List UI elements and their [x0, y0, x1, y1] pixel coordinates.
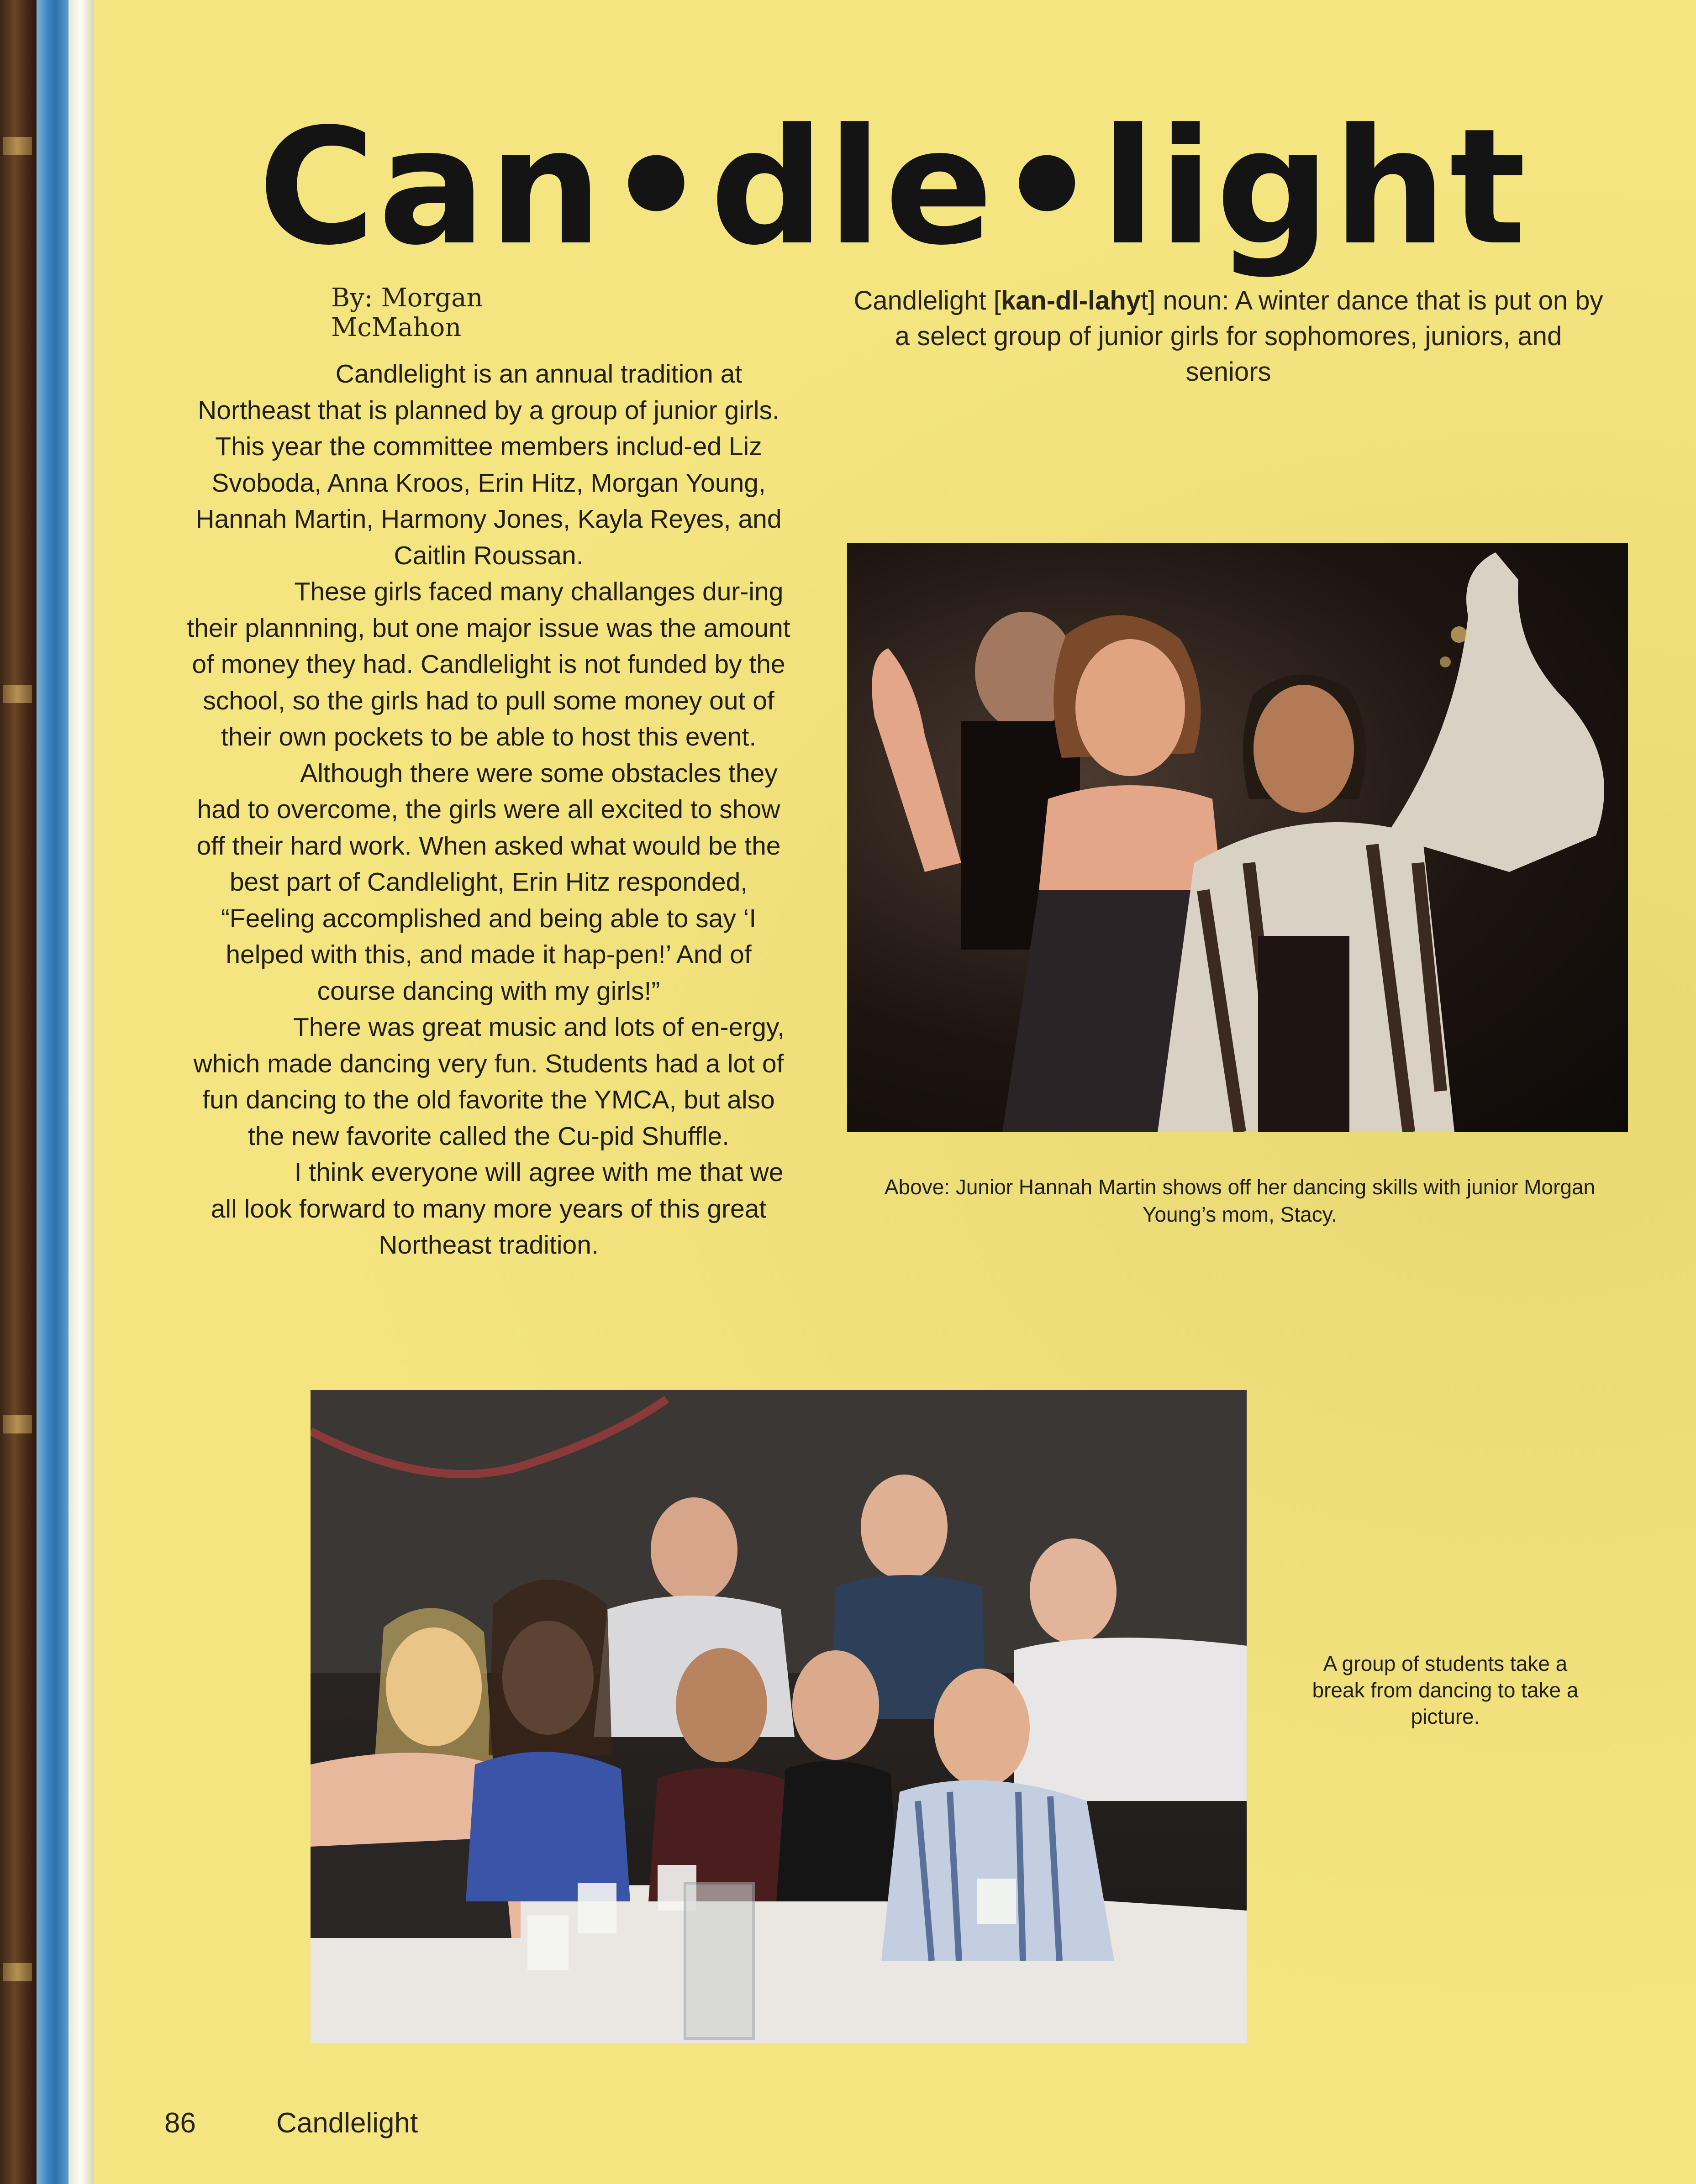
- definition-word: Candlelight [: [853, 286, 1001, 315]
- student-suit: [776, 1761, 900, 1901]
- page-edge-blue: [37, 0, 68, 2184]
- definition: [852, 283, 1605, 390]
- book-spine: [0, 0, 37, 2184]
- background-light: [1440, 656, 1451, 667]
- group-photo-illustration: [311, 1390, 1247, 2043]
- paragraph: Candlelight is an annual tradition at Northeast that is planned by a group of junior girls. This year the committee members includ-ed Liz Svoboda, Anna Kroos, Erin Hitz, Morgan Young, Hannah Martin, Harmony Jones, Kayla Reyes, and Caitlin Roussan.: [195, 359, 782, 570]
- spine-band: [3, 685, 32, 703]
- section-label: Candlelight: [276, 2107, 418, 2139]
- paragraph: Although there were some obstacles they had to overcome, the girls were all excited to show off their hard work. When asked what would be the best part of Candlelight, Erin Hitz responded, “Feeling accomplished and being able to say ‘I helped with this, and made it hap-pen!’ And of course dancing with my girls!”: [196, 758, 781, 1006]
- bottom-photo-caption: A group of students take a break from dancing to take a picture.: [1312, 1652, 1579, 1728]
- dance-photo: [847, 543, 1628, 1132]
- page-edge-white: [68, 0, 94, 2184]
- student-face: [861, 1475, 948, 1580]
- student-face: [792, 1650, 879, 1760]
- cup: [578, 1883, 616, 1933]
- student-hair: [489, 1580, 612, 1755]
- glass-vase: [685, 1883, 753, 2038]
- paragraph: I think everyone will agree with me that we all look forward to many more years of this great Northeast tradition.: [211, 1158, 784, 1260]
- student-face: [934, 1669, 1030, 1787]
- background-light: [1451, 626, 1467, 643]
- page-title: Can•dle•light: [258, 94, 1529, 280]
- woman-face: [1254, 685, 1354, 813]
- cup: [527, 1915, 569, 1970]
- student-face: [676, 1648, 767, 1762]
- woman-top: [1258, 936, 1349, 1132]
- dance-photo-illustration: [847, 543, 1628, 1132]
- student-shirt: [1014, 1638, 1247, 1801]
- spine-band: [3, 1963, 32, 1981]
- student-hair: [374, 1608, 493, 1764]
- yearbook-page: [94, 0, 1696, 2184]
- spine-band: [3, 1415, 32, 1433]
- student-face: [1030, 1538, 1117, 1643]
- definition-text: noun: A winter dance that is put on by a select group of junior girls for sophomores, juniors, and seniors: [895, 286, 1603, 387]
- paragraph: These girls faced many challanges dur-ing their plannning, but one major issue was the amount of money they had. Candlelight is not funded by the school, so the girls had to pull some money out of their own pockets to be able to host this event.: [187, 577, 790, 751]
- spine-band: [3, 137, 32, 155]
- student-dress-blue: [466, 1752, 630, 1901]
- girl-raised-hand: [872, 648, 961, 872]
- definition-pron-tail: t]: [1141, 286, 1156, 315]
- page-number: 86: [164, 2107, 196, 2139]
- student-face: [651, 1497, 737, 1602]
- definition-pronunciation: kan-dl-lahy: [1001, 286, 1141, 315]
- group-photo: [311, 1390, 1247, 2043]
- girl-face: [1075, 639, 1185, 776]
- top-photo-caption: Above: Junior Hannah Martin shows off her dancing skills with junior Morgan Young’s mom, Stacy.: [884, 1175, 1596, 1226]
- woman-raised-arm: [1386, 552, 1604, 872]
- byline: By: Morgan McMahon: [331, 283, 483, 342]
- article-body: [185, 356, 792, 1264]
- cup: [977, 1879, 1016, 1924]
- paragraph: There was great music and lots of en-ergy, which made dancing very fun. Students had a lot of fun dancing to the old favorite the YMCA, but also the new favorite called the Cu-pid Shuffle.: [193, 1013, 785, 1151]
